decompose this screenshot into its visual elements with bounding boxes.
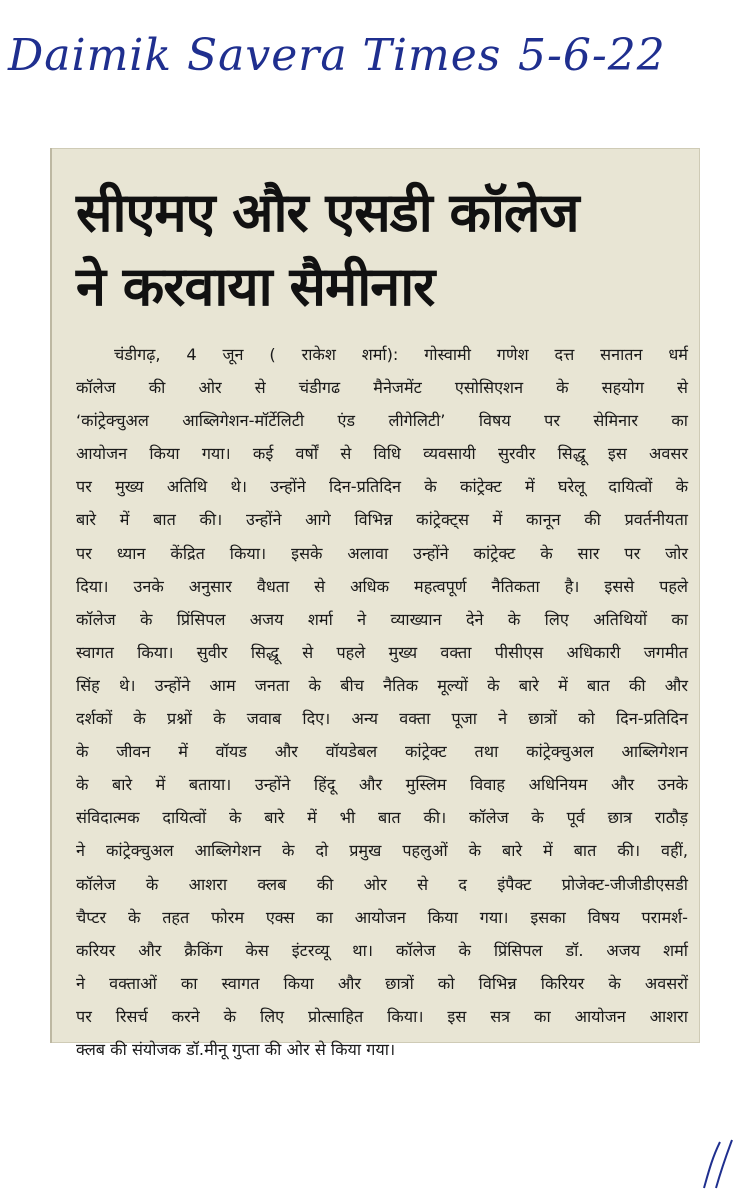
body-line: आयोजन किया गया। कई वर्षों से विधि व्यवसायी सुरवीर सिद्धू इस अवसर [76, 444, 688, 464]
clipping-edge [50, 148, 52, 1043]
body-line: ने कांट्रेक्चुअल आब्लिगेशन के दो प्रमुख पहलुओं के बारे में बात की। वहीं, [76, 841, 688, 861]
body-line: पर रिसर्च करने के लिए प्रोत्साहित किया। इस सत्र का आयोजन आशरा [76, 1006, 688, 1026]
body-line: कॉलेज की ओर से चंडीगढ मैनेजमेंट एसोसिएशन के सहयोग से [76, 378, 688, 398]
pen-mark-icon [698, 1138, 738, 1190]
body-line: संविदात्मक दायित्वों के बारे में भी बात की। कॉलेज के पूर्व छात्र राठौड़ [76, 808, 688, 828]
body-line: पर ध्यान केंद्रित किया। इसके अलावा उन्होंने कांट्रेक्ट के सार पर जोर [76, 543, 688, 563]
handwritten-source: Daimik Savera Times [8, 30, 502, 81]
body-line: के बारे में बताया। उन्होंने हिंदू और मुस्लिम विवाह अधिनियम और उनके [76, 775, 688, 795]
article-headline [76, 176, 676, 324]
headline-line-1: सीएमए और एसडी कॉलेज [76, 181, 579, 244]
body-line: चैप्टर के तहत फोरम एक्स का आयोजन किया गया। इसका विषय परामर्श- [76, 907, 688, 927]
body-line: स्वागत किया। सुवीर सिद्धू से पहले मुख्य वक्ता पीसीएस अधिकारी जगमीत [76, 642, 688, 662]
body-line: के जीवन में वॉयड और वॉयडेबल कांट्रेक्ट तथा कांट्रेक्चुअल आब्लिगेशन [76, 742, 688, 762]
body-line: करियर और क्रैकिंग केस इंटरव्यू था। कॉलेज के प्रिंसिपल डॉ. अजय शर्मा [76, 940, 688, 960]
body-line: चंडीगढ़, 4 जून ( राकेश शर्मा): गोस्वामी गणेश दत्त सनातन धर्म [114, 345, 688, 364]
body-line: ‘कांट्रेक्चुअल आब्लिगेशन-मॉर्टेलिटी एंड लीगेलिटी’ विषय पर सेमिनार का [76, 411, 688, 431]
article-body [76, 338, 688, 1066]
body-line: पर मुख्य अतिथि थे। उन्होंने दिन-प्रतिदिन के कांट्रेक्ट में घरेलू दायित्वों के [76, 477, 688, 497]
body-line: सिंह थे। उन्होंने आम जनता के बीच नैतिक मूल्यों के बारे में बात की और [76, 675, 688, 695]
newspaper-clipping [50, 148, 700, 1059]
body-line: कॉलेज के आशरा क्लब की ओर से द इंपैक्ट प्रोजेक्ट-जीजीडीएसडी [76, 874, 688, 894]
body-line: ने वक्ताओं का स्वागत किया और छात्रों को विभिन्न किरियर के अवसरों [76, 973, 688, 993]
body-line: दर्शकों के प्रश्नों के जवाब दिए। अन्य वक्ता पूजा ने छात्रों को दिन-प्रतिदिन [76, 709, 688, 729]
handwritten-annotation [8, 30, 708, 110]
handwritten-date: 5-6-22 [518, 30, 666, 81]
body-line: बारे में बात की। उन्होंने आगे विभिन्न कांट्रेक्ट्स में कानून की प्रवर्तनीयता [76, 510, 688, 530]
body-line: कॉलेज के प्रिंसिपल अजय शर्मा ने व्याख्यान देने के लिए अतिथियों का [76, 609, 688, 629]
body-line: क्लब की संयोजक डॉ.मीनू गुप्ता की ओर से किया गया। [76, 1039, 396, 1059]
body-line: दिया। उनके अनुसार वैधता से अधिक महत्वपूर्ण नैतिकता है। इससे पहले [76, 576, 688, 596]
headline-line-2: ने करवाया सैमीनार [76, 255, 435, 318]
